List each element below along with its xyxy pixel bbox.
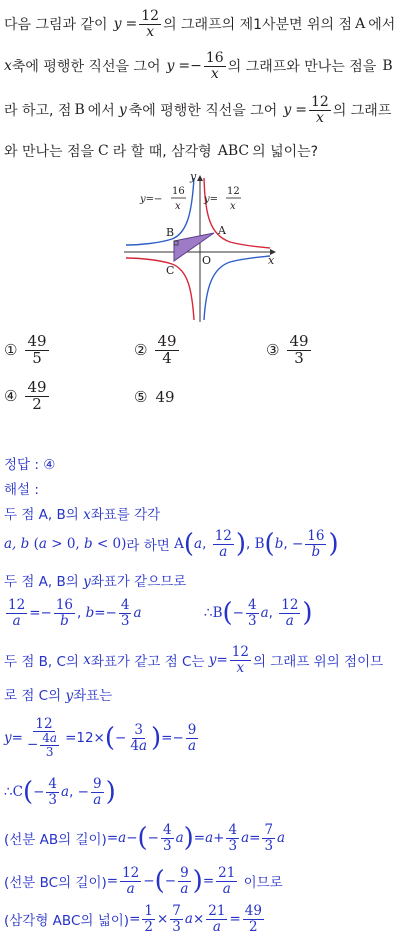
solution-line-5: 두 점 B, C의 x 좌표가 같고 점 C는 y = $\frac{12}{x}$ 의 그래프 위의 점이므 <box>4 644 384 676</box>
solution-line-7: y = 12 − $\frac{4a}{3}$ =12× ( − $\frac{3}{4a}$ ) =− $\frac{9}{a}$ <box>4 716 197 760</box>
axis-label-x: x <box>268 254 275 267</box>
solution-line-3: 두 점 A, B의 y좌표가 같으므로 <box>4 574 187 590</box>
point-label-c: C <box>166 264 175 277</box>
fraction-12-over-x: $\frac{12}{x}$ <box>141 7 160 40</box>
solution-line-1: 두 점 A, B의 x좌표를 각각 <box>4 507 161 523</box>
solution-line-4: $\frac{12}{a}$ =− $\frac{16}{b}$ , b =− $\frac{4}{3}$ a <box>8 597 142 629</box>
answer-label: 정답 : ④ <box>4 457 56 473</box>
point-label-b: B <box>166 226 175 239</box>
curve-label-right: y= <box>204 194 219 205</box>
explanation-label: 해설 : <box>4 482 39 498</box>
point-label-a: A <box>218 224 226 237</box>
origin-label: O <box>202 254 212 267</box>
solution-line-8: ∴ C ( − $\frac{4}{3}$ a , − $\frac{9}{a}$ ) <box>4 776 116 808</box>
question-line-4: 와 만나는 점을 C 라 할 때, 삼각형 ABC 의 넓이는? <box>4 143 319 160</box>
solution-line-10: (선분 BC의 길이) = $\frac{12}{a}$ − ( − $\frac{9}{a}$ ) = $\frac{21}{a}$ 이므로 <box>4 865 283 897</box>
solution-line-11: (삼각형 ABC의 넓이) = $\frac{1}{2}$ × $\frac{7}{3}$ a × $\frac{21}{a}$ = $\frac{49}{2}$ <box>4 903 262 935</box>
curve-label-left: y=− <box>140 194 163 205</box>
solution-line-2: a, b (a > 0, b < 0) 라 하면 A ( a , $\frac{12}{a}$ ) , B ( b , − $\frac{16}{b}$ ) <box>4 528 339 560</box>
svg-text:x: x <box>230 201 236 212</box>
hyperbola-graph <box>120 170 285 325</box>
solution-line-4-conclusion: ∴ B ( − $\frac{4}{3}$ a , $\frac{12}{a}$ ) <box>204 597 313 629</box>
option-5[interactable]: ⑤ 49 <box>134 388 175 406</box>
fraction-16-over-x: $\frac{16}{x}$ <box>205 49 224 82</box>
option-1[interactable]: ① $\frac{49}{5}$ <box>4 332 47 367</box>
axis-label-y: y <box>190 170 197 183</box>
curve-12-over-x-q3 <box>126 258 194 320</box>
svg-text:x: x <box>175 201 181 212</box>
curve-neg16-over-x-q4 <box>204 256 270 320</box>
question-line-3: 라 하고, 점 B 에서 y 축에 평행한 직선을 그어 y = $\frac{12}{x}$ 의 그래프 <box>4 93 392 126</box>
solution-line-6: 로 점 C의 y좌표는 <box>4 688 113 704</box>
solution-line-9: (선분 AB의 길이) = a − ( − $\frac{4}{3}$ a ) = a + $\frac{4}{3}$ a = $\frac{7}{3}$ a <box>4 822 286 854</box>
svg-text:16: 16 <box>172 186 185 197</box>
svg-text:12: 12 <box>227 186 240 197</box>
question-line-1: 다음 그림과 같이 y = $\frac{12}{x}$ 의 그래프의 제1사분면 위의 점 A 에서 <box>4 7 396 40</box>
question-line-2: x 축에 평행한 직선을 그어 y =− $\frac{16}{x}$ 의 그래프와 만나는 점을 B <box>4 49 393 82</box>
option-4[interactable]: ④ $\frac{49}{2}$ <box>4 378 47 413</box>
option-3[interactable]: ③ $\frac{49}{3}$ <box>266 332 309 367</box>
option-2[interactable]: ② $\frac{49}{4}$ <box>134 332 177 367</box>
